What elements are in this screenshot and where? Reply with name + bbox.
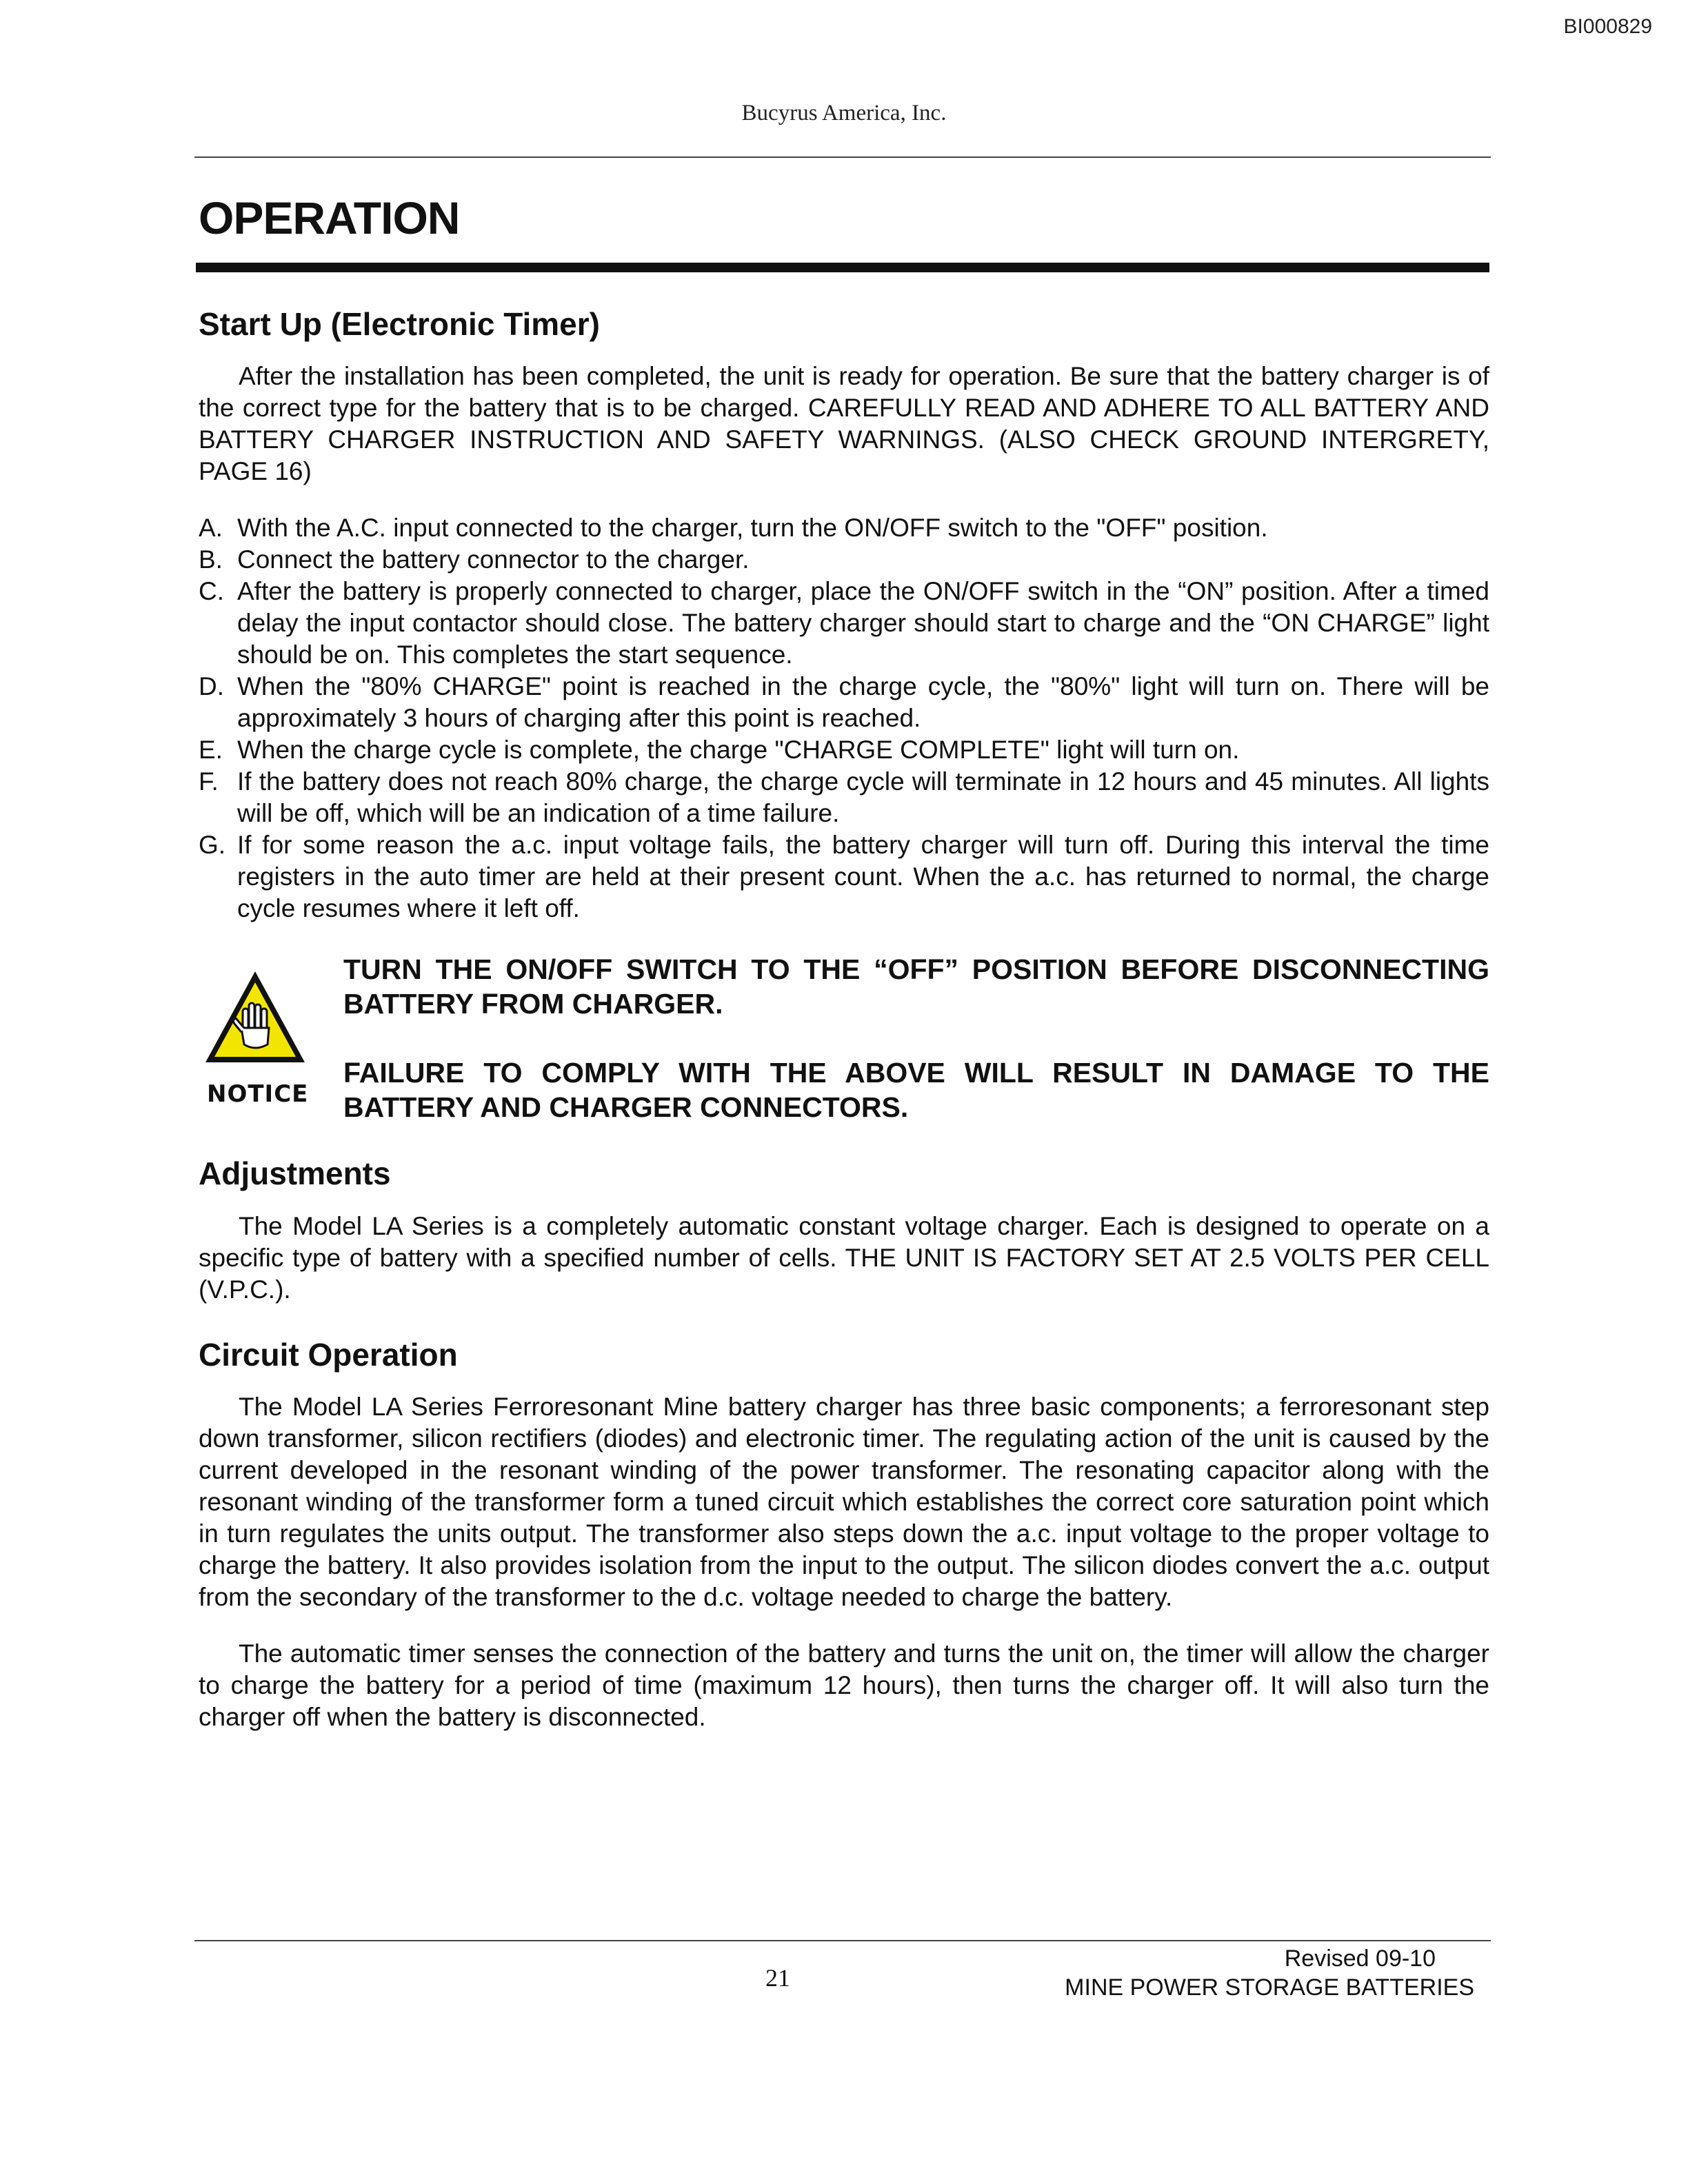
footer-info: [1065, 1944, 1474, 2002]
step-letter: E.: [199, 736, 223, 765]
startup-heading: Start Up (Electronic Timer): [199, 305, 600, 342]
step-letter: F.: [199, 767, 219, 796]
notice-text: [343, 952, 1489, 1159]
adjustments-heading: Adjustments: [199, 1155, 391, 1192]
circuit-heading: Circuit Operation: [199, 1336, 458, 1373]
step-text: When the "80% CHARGE" point is reached in the charge cycle, the "80%" light will turn on. There will be approximately 3 hours of charging after this point is reached.: [237, 672, 1489, 733]
list-item: [199, 734, 1489, 766]
adjustments-text: The Model LA Series is a completely automatic constant voltage charger. Each is designed to operate on a specific type of battery with a specified number of cells. THE UNIT IS FACTORY SET AT 2.5 VOLTS PER CELL (V.P.C.).: [199, 1211, 1489, 1304]
startup-steps: [199, 512, 1489, 924]
list-item: [199, 829, 1489, 924]
startup-intro: After the installation has been completed, the unit is ready for operation. Be sure that the battery charger is of the correct type for the battery that is to be charged. CAREFULLY READ AND ADHERE TO ALL BATTERY AND BATTERY CHARGER INSTRUCTION AND SAFETY WARNINGS. (ALSO CHECK GROUND INTERGRETY, PAGE 16): [199, 362, 1489, 486]
footer-title: MINE POWER STORAGE BATTERIES: [1065, 1974, 1474, 2001]
notice-label: NOTICE: [207, 1080, 309, 1109]
document-id: BI000829: [1563, 15, 1652, 38]
step-text: Connect the battery connector to the charger.: [237, 545, 750, 574]
circuit-paragraph-1: The Model LA Series Ferroresonant Mine battery charger has three basic components; a ferroresonant step down transformer, silicon rectifiers (diodes) and electronic timer. The regulating action of the unit is caused by the current developed in the resonant winding of the power transformer. The resonating capacitor along with the resonant winding of the transformer form a tuned circuit which establishes the correct core saturation point which in turn regulates the units output. The transformer also steps down the a.c. input voltage to the proper voltage to charge the battery. It also provides isolation from the input to the output. The silicon diodes convert the a.c. output from the secondary of the transformer to the d.c. voltage needed to charge the battery.: [199, 1393, 1489, 1612]
step-letter: A.: [199, 514, 223, 543]
notice-line-2: FAILURE TO COMPLY WITH THE ABOVE WILL RESULT IN DAMAGE TO THE BATTERY AND CHARGER CONNECTORS.: [343, 1057, 1489, 1124]
list-item: [199, 512, 1489, 544]
list-item: [199, 766, 1489, 829]
notice-block: [199, 952, 1489, 1135]
step-letter: D.: [199, 672, 224, 701]
step-text: If the battery does not reach 80% charge, the charge cycle will terminate in 12 hours and 45 minutes. All lights will be off, which will be an indication of a time failure.: [237, 767, 1489, 828]
paragraph-spacer: [199, 1613, 1489, 1638]
list-item: [199, 576, 1489, 671]
footer-divider: [194, 1940, 1491, 1941]
page-content: [199, 193, 1489, 1733]
section-title: OPERATION: [199, 192, 460, 243]
header-divider: [194, 156, 1491, 158]
circuit-paragraph-2: The automatic timer senses the connection of the battery and turns the unit on, the timer will allow the charger to charge the battery for a period of time (maximum 12 hours), then turns the charger off. It will also turn the charger off when the battery is disconnected.: [199, 1639, 1489, 1732]
step-text: With the A.C. input connected to the charger, turn the ON/OFF switch to the "OFF" position.: [237, 514, 1268, 543]
step-text: If for some reason the a.c. input voltage fails, the battery charger will turn off. During this interval the time registers in the auto timer are held at their present count. When the a.c. has returned to normal, the charge cycle resumes where it left off.: [237, 831, 1489, 923]
step-text: After the battery is properly connected to charger, place the ON/OFF switch in the “ON” position. After a timed delay the input contactor should close. The battery charger should start to charge and the “ON CHARGE” light should be on. This completes the start sequence.: [237, 577, 1489, 669]
page-number: 21: [765, 1964, 790, 1992]
list-item: [199, 544, 1489, 576]
step-letter: B.: [199, 545, 223, 574]
caution-hand-icon: [203, 969, 308, 1065]
list-item: [199, 671, 1489, 734]
notice-line-1: TURN THE ON/OFF SWITCH TO THE “OFF” POSITION BEFORE DISCONNECTING BATTERY FROM CHARGER.: [343, 953, 1489, 1020]
step-letter: C.: [199, 577, 224, 606]
step-text: When the charge cycle is complete, the charge "CHARGE COMPLETE" light will turn on.: [237, 736, 1240, 765]
revision-date: Revised 09-10: [1284, 1945, 1436, 1972]
running-header: Bucyrus America, Inc.: [741, 101, 947, 125]
title-divider: [196, 263, 1489, 272]
step-letter: G.: [199, 831, 226, 860]
